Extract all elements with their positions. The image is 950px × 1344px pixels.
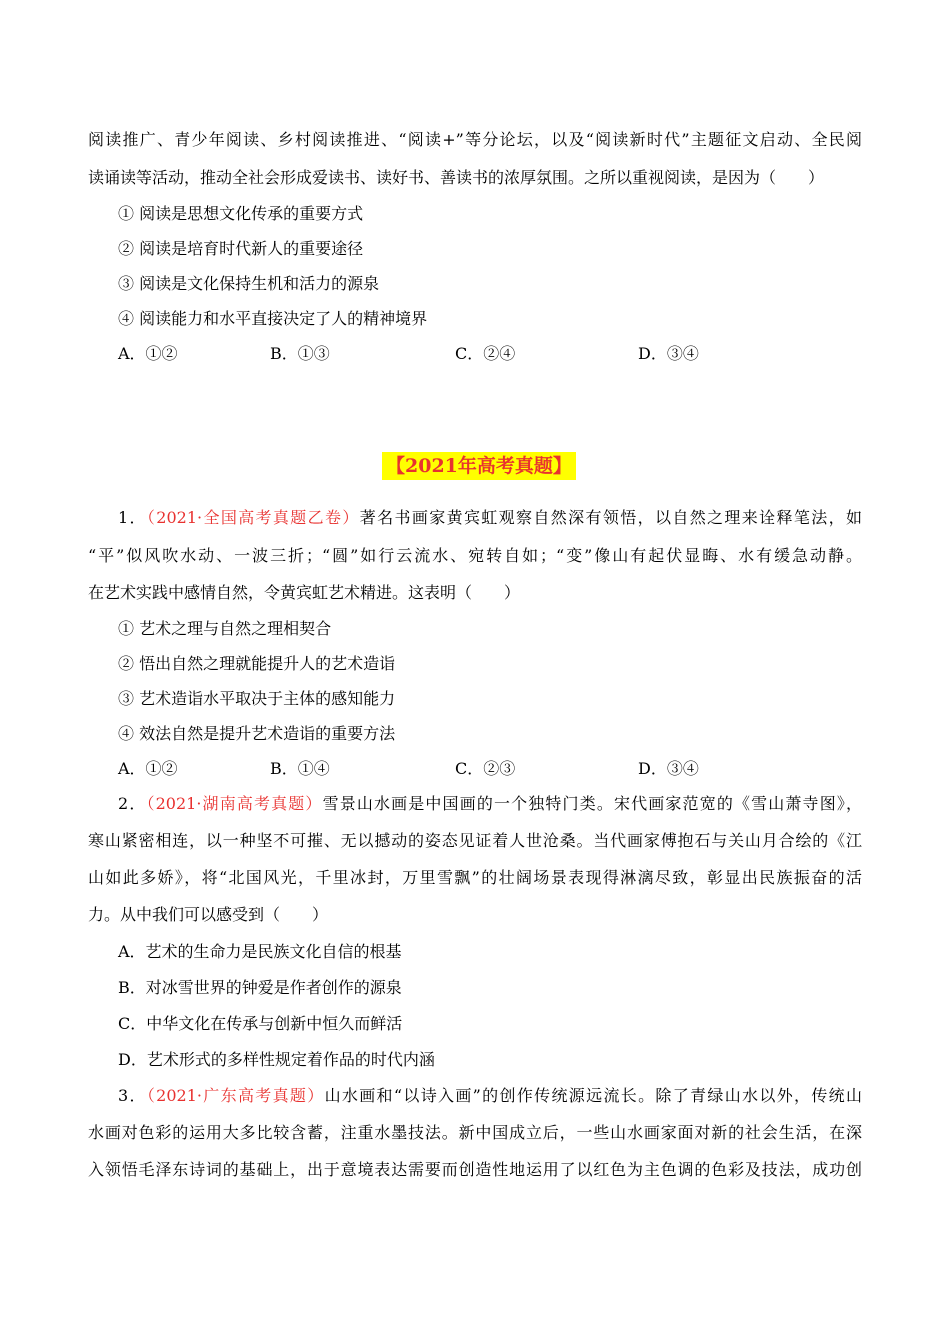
q3-source: （2021·广东高考真题） — [146, 1086, 325, 1105]
intro-text-line-1: 阅读推广、青少年阅读、乡村阅读推进、“阅读+”等分论坛，以及“阅读新时代”主题征文启动、全民阅 — [88, 130, 862, 149]
q1-source: （2021·全国高考真题乙卷） — [146, 508, 360, 527]
q1-line-2: “平”似风吹水动、一波三折；“圆”如行云流水、宛转自如；“变”像山有起伏显晦、水有缓急动静。 — [88, 546, 862, 565]
q3-line-1 — [118, 1084, 862, 1108]
q3-line-3: 入领悟毛泽东诗词的基础上，出于意境表达需要而创造性地运用了以红色为主色调的色彩及技法，成功创 — [88, 1160, 862, 1179]
q1-option-a: A．①② — [118, 759, 178, 778]
q1-statement-2: ② 悟出自然之理就能提升人的艺术造诣 — [118, 654, 396, 673]
q1-option-b: B．①④ — [270, 759, 330, 778]
q1-statement-1: ① 艺术之理与自然之理相契合 — [118, 619, 332, 638]
q1-number: 1． — [118, 508, 147, 527]
q1-line-3: 在艺术实践中感情自然，令黄宾虹艺术精进。这表明（ ） — [88, 583, 521, 602]
q3-line-2: 水画对色彩的运用大多比较含蓄，注重水墨技法。新中国成立后，一些山水画家面对新的社会生活，在深 — [88, 1123, 862, 1142]
intro-option-d: D．③④ — [638, 344, 699, 363]
intro-statement-4: ④ 阅读能力和水平直接决定了人的精神境界 — [118, 309, 428, 328]
q2-number: 2． — [118, 794, 147, 813]
section-heading: 【2021年高考真题】 — [382, 452, 576, 480]
q2-source: （2021·湖南高考真题） — [146, 794, 323, 813]
q2-line-3: 山如此多娇》，将“北国风光，千里冰封，万里雪飘”的壮阔场景表现得淋漓尽致，彰显出民族振奋的活 — [88, 868, 862, 887]
intro-option-a: A．①② — [118, 344, 178, 363]
q2-line-4: 力。从中我们可以感受到（ ） — [88, 905, 329, 924]
q3-number: 3． — [118, 1086, 147, 1105]
intro-statement-2: ② 阅读是培育时代新人的重要途径 — [118, 239, 364, 258]
q2-choice-d: D．艺术形式的多样性规定着作品的时代内涵 — [118, 1050, 435, 1069]
q2-choice-a: A．艺术的生命力是民族文化自信的根基 — [118, 942, 402, 961]
q3-text-1: 山水画和“以诗入画”的创作传统源远流长。除了青绿山水以外，传统山 — [324, 1086, 862, 1105]
intro-text-line-2: 读诵读等活动，推动全社会形成爱读书、读好书、善读书的浓厚氛围。之所以重视阅读，是因为（ ） — [88, 168, 825, 187]
q2-line-2: 寒山紧密相连，以一种坚不可摧、无以撼动的姿态见证着人世沧桑。当代画家傅抱石与关山月合绘的《江 — [88, 831, 862, 850]
q1-option-c: C．②③ — [455, 759, 516, 778]
q2-choice-b: B．对冰雪世界的钟爱是作者创作的源泉 — [118, 978, 402, 997]
intro-option-c: C．②④ — [455, 344, 516, 363]
q1-text-1: 著名书画家黄宾虹观察自然深有领悟，以自然之理来诠释笔法，如 — [359, 508, 862, 527]
q2-text-1: 雪景山水画是中国画的一个独特门类。宋代画家范宽的《雪山萧寺图》， — [322, 794, 862, 813]
intro-statement-1: ① 阅读是思想文化传承的重要方式 — [118, 204, 364, 223]
q2-line-1 — [118, 792, 862, 816]
q1-statement-3: ③ 艺术造诣水平取决于主体的感知能力 — [118, 689, 396, 708]
intro-option-b: B．①③ — [270, 344, 330, 363]
intro-statement-3: ③ 阅读是文化保持生机和活力的源泉 — [118, 274, 380, 293]
q1-line-1 — [118, 506, 862, 530]
q1-statement-4: ④ 效法自然是提升艺术造诣的重要方法 — [118, 724, 396, 743]
q1-option-d: D．③④ — [638, 759, 699, 778]
q2-choice-c: C．中华文化在传承与创新中恒久而鲜活 — [118, 1014, 403, 1033]
